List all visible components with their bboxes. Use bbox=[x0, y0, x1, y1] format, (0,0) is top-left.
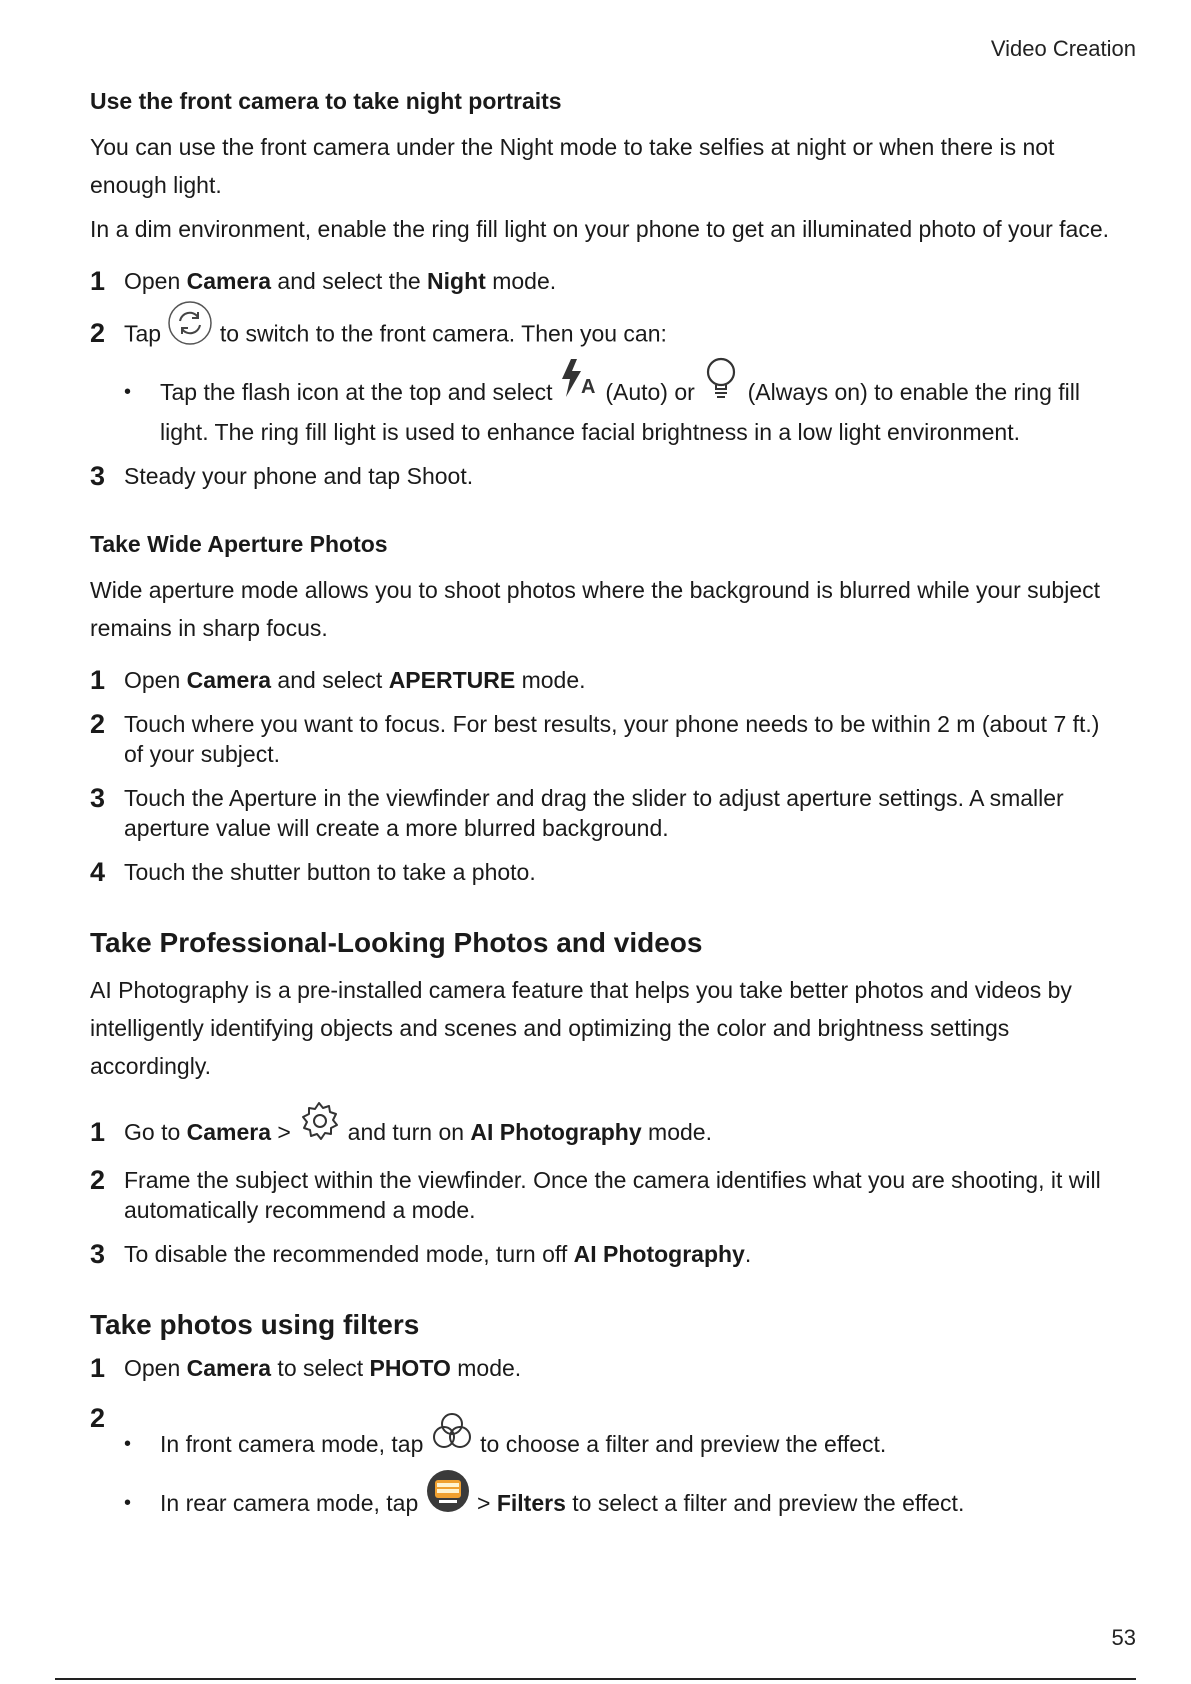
flash-auto-icon bbox=[559, 357, 599, 412]
aperture-intro-paragraph: Wide aperture mode allows you to shoot photos where the background is blurred while your subject remains in sharp focus. bbox=[90, 577, 1101, 642]
section-header: Video Creation bbox=[990, 36, 1136, 61]
bulb-icon bbox=[701, 356, 741, 413]
aperture-step-4: 4 Touch the shutter button to take a photo. bbox=[90, 857, 536, 888]
pro-step-1: 1 Go to Camera > and turn on AI Photography mode. bbox=[90, 1117, 1120, 1150]
pro-step-3: 3 To disable the recommended mode, turn off AI Photography. bbox=[90, 1238, 752, 1269]
step-number: 1 bbox=[90, 266, 106, 296]
pro-step-2: 2 Frame the subject within the viewfinder. Once the camera identifies what you are shooting, it will automatically recommend a mode. bbox=[90, 1164, 1101, 1223]
bullet-dot: • bbox=[124, 1432, 132, 1455]
svg-text:A: A bbox=[580, 376, 596, 399]
switch-camera-icon bbox=[167, 300, 213, 353]
filters-front-bullet: • In front camera mode, tap to choose a filter and preview the effect. bbox=[124, 1425, 1120, 1464]
night-step-1: 1 Open Camera and select the Night mode. bbox=[90, 266, 557, 296]
step-number: 2 bbox=[90, 1402, 106, 1433]
settings-gear-icon bbox=[297, 1100, 341, 1151]
step-number: 3 bbox=[90, 783, 106, 814]
step-number: 2 bbox=[90, 709, 106, 740]
professional-photos-heading: Take Professional-Looking Photos and videos bbox=[90, 927, 703, 959]
step-number: 2 bbox=[90, 318, 106, 348]
step-number: 3 bbox=[90, 461, 106, 492]
step-number: 1 bbox=[90, 1117, 106, 1148]
page-number: 53 bbox=[1111, 1625, 1136, 1650]
night-flash-bullet: • Tap the flash icon at the top and select A (Auto) or (Always on) to enable the ring fill light. The ring fill light is used to enhance facial brightness in a low light environment. bbox=[124, 373, 1120, 451]
bullet-dot: • bbox=[124, 381, 132, 403]
filters-step-1: 1 Open Camera to select PHOTO mode. bbox=[90, 1352, 522, 1383]
filters-rear-bullet: • In rear camera mode, tap > Filters to select a filter and preview the effect. bbox=[124, 1484, 1120, 1524]
aperture-step-2: 2 Touch where you want to focus. For best results, your phone needs to be within 2 m (about 7 ft.) of your subject. bbox=[90, 709, 1100, 768]
night-step-2: 2 Tap to switch to the front camera. Then you can: bbox=[90, 318, 1120, 353]
night-step-3: 3 Steady your phone and tap Shoot. bbox=[90, 461, 474, 492]
step-number: 1 bbox=[90, 665, 106, 696]
step-number: 2 bbox=[90, 1164, 106, 1195]
filters-heading: Take photos using filters bbox=[90, 1308, 420, 1340]
filter-circles-icon bbox=[430, 1409, 474, 1464]
aperture-step-1: 1 Open Camera and select APERTURE mode. bbox=[90, 665, 586, 696]
page-content bbox=[90, 84, 1120, 1535]
step-number: 3 bbox=[90, 1238, 106, 1269]
wide-aperture-heading: Take Wide Aperture Photos bbox=[90, 531, 388, 558]
bullet-dot: • bbox=[124, 1492, 132, 1515]
night-intro-paragraph: You can use the front camera under the Night mode to take selfies at night or when there is not enough light. bbox=[90, 134, 1055, 198]
step-number: 4 bbox=[90, 857, 106, 888]
night-portraits-heading: Use the front camera to take night portraits bbox=[90, 88, 562, 114]
step-number: 1 bbox=[90, 1352, 106, 1383]
ai-photography-paragraph: AI Photography is a pre-installed camera feature that helps you take better photos and videos by intelligently identifying objects and scenes and optimizing the color and brightness settings accordingly. bbox=[90, 977, 1072, 1080]
night-dim-paragraph: In a dim environment, enable the ring fill light on your phone to get an illuminated photo of your face. bbox=[90, 216, 1110, 242]
menu-app-icon bbox=[425, 1468, 471, 1525]
footer-divider bbox=[55, 1678, 1136, 1680]
aperture-step-3: 3 Touch the Aperture in the viewfinder and drag the slider to adjust aperture settings. A smaller aperture value will create a more blurred background. bbox=[90, 783, 1064, 842]
